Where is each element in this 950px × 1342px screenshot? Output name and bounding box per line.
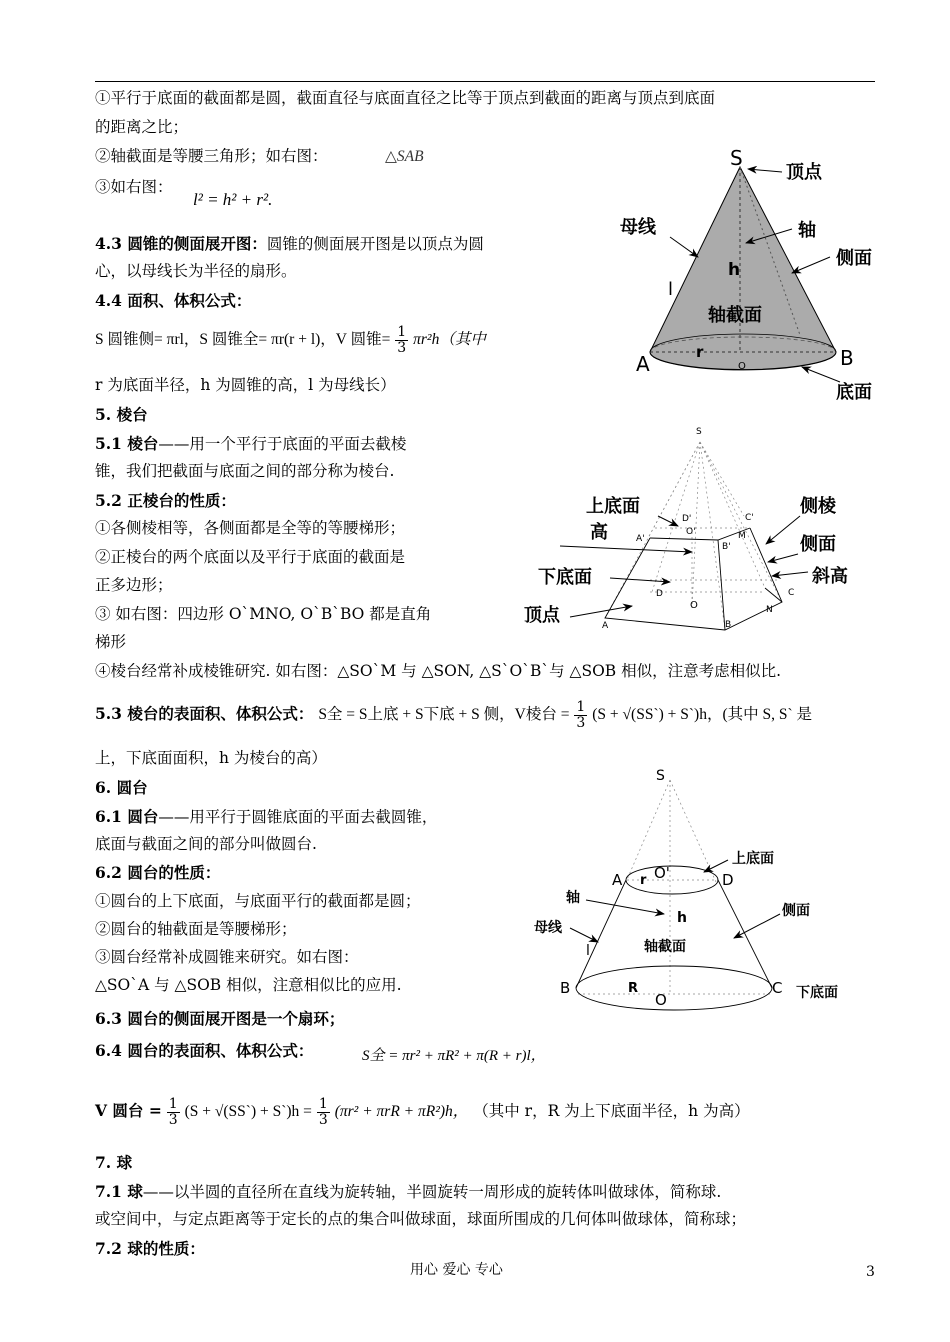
section-heading: 5. 棱台	[95, 405, 148, 424]
label-r: r	[696, 343, 704, 361]
text-line: ——用一个平行于底面的平面去截棱	[158, 435, 407, 453]
label-R: R	[628, 981, 639, 996]
page-footer: 用心 爱心 专心	[410, 1262, 503, 1278]
page-number: 3	[866, 1264, 875, 1280]
bottom-ellipse	[576, 966, 772, 1010]
arrow-base	[802, 367, 840, 382]
math-formula: (S + √(SS`) + S`)h =	[184, 1103, 312, 1121]
math-formula: (πr² + πrR + πR²)h，	[334, 1103, 469, 1121]
label-M: M	[738, 531, 746, 541]
arrow-generatrix	[570, 928, 598, 942]
fraction: $\frac{1}{3}$	[397, 324, 407, 356]
section-heading: 7. 球	[95, 1153, 133, 1172]
label-O1: O'	[686, 527, 696, 537]
label-vertex: 顶点	[524, 605, 560, 626]
label-D1: D'	[682, 514, 692, 524]
label-B: B	[840, 346, 854, 370]
label-lateral-edge: 侧棱	[800, 496, 836, 517]
section-heading: 6.3 圆台的侧面展开图是一个扇环；	[95, 1009, 345, 1028]
fraction: $\frac{1}{3}$	[318, 1096, 328, 1128]
math-formula: S全 = πr² + πR² + π(R + r)l，	[362, 1048, 546, 1064]
text-line: 圆锥的侧面展开图是以顶点为圆	[266, 235, 484, 253]
label-base: 底面	[836, 382, 872, 403]
math-label: V 圆台 =	[95, 1101, 162, 1121]
label-O: O	[655, 991, 667, 1009]
label-A: A	[636, 352, 650, 376]
text-line: ①平行于底面的截面都是圆，截面直径与底面直径之比等于顶点到截面的距离与顶点到底面	[95, 89, 716, 107]
right-generatrix	[718, 880, 772, 988]
arrow-vertex	[748, 169, 782, 172]
label-height: 高	[590, 522, 608, 543]
label-O: O	[690, 600, 698, 611]
section-heading: 7.2 球的性质：	[95, 1239, 205, 1258]
text-line: ②轴截面是等腰三角形；如右图：	[95, 147, 328, 165]
label-N: N	[766, 605, 773, 615]
arrow-lateral	[792, 257, 830, 273]
text-line: ——用平行于圆锥底面的平面去截圆锥，	[158, 808, 438, 826]
label-generatrix: 母线	[620, 217, 656, 238]
text-line: ②正棱台的两个底面以及平行于底面的截面是	[95, 548, 406, 566]
label-slant: 斜高	[812, 566, 848, 587]
text-line: 底面与截面之间的部分叫做圆台.	[95, 835, 317, 853]
math-formula: l² = h² + r².	[193, 190, 273, 209]
text-line: ②圆台的轴截面是等腰梯形；	[95, 920, 297, 938]
arrow-lateral	[768, 554, 798, 562]
label-C1: C'	[745, 513, 754, 523]
section-heading: 4.4 面积、体积公式：	[95, 291, 252, 310]
text-line: 上，下底面面积，h 为棱台的高）	[95, 749, 327, 767]
text-line: ③如右图：	[95, 178, 173, 196]
label-axis: 轴	[566, 890, 580, 906]
label-lateral: 侧面	[800, 534, 836, 555]
math-triangle: △SAB	[385, 148, 424, 165]
section-heading: 6.2 圆台的性质：	[95, 863, 221, 882]
label-D: D	[722, 871, 734, 889]
arrow-generatrix	[670, 237, 698, 257]
label-r: r	[640, 873, 647, 888]
math-formula: S 圆锥侧= πrl，S 圆锥全= πr(r + l)，V 圆锥=	[95, 331, 391, 349]
label-S: S	[696, 427, 702, 437]
section-heading: 5.1 棱台	[95, 434, 159, 453]
label-B: B	[560, 979, 571, 997]
label-S: S	[656, 768, 665, 784]
text-line: 梯形	[95, 633, 127, 651]
label-lateral: 侧面	[782, 903, 810, 919]
text-line: ①各侧棱相等，各侧面都是全等的等腰梯形；	[95, 519, 406, 537]
left-generatrix	[576, 880, 626, 988]
label-axial-section: 轴截面	[644, 939, 686, 955]
section-heading: 6. 圆台	[95, 778, 148, 797]
section-heading: 6.4 圆台的表面积、体积公式：	[95, 1041, 314, 1060]
label-bottom-base: 下底面	[538, 567, 592, 588]
label-top-base: 上底面	[732, 851, 774, 867]
text-line: △SO`A 与 △SOB 相似，注意相似比的应用.	[95, 976, 402, 994]
label-D: D	[656, 589, 663, 599]
text-line: ③ 如右图：四边形 O`MNO, O`B`BO 都是直角	[95, 605, 432, 623]
label-B1: B'	[722, 542, 731, 552]
cone-frustum-figure	[520, 762, 860, 1012]
label-S: S	[730, 146, 743, 170]
cone-figure	[600, 145, 890, 410]
arrow-axis	[586, 900, 664, 914]
fraction: $\frac{1}{3}$	[576, 699, 586, 731]
label-A: A	[602, 621, 609, 631]
section-heading: 5.2 正棱台的性质：	[95, 491, 236, 510]
label-l: l	[668, 279, 674, 300]
text-line: ④棱台经常补成棱锥研究. 如右图：△SO`M 与 △SON, △S`O`B`与 △SOB 相似，注意考虑相似比.	[95, 662, 782, 680]
text-line: 的距离之比；	[95, 118, 189, 136]
section-heading: 6.1 圆台	[95, 807, 159, 826]
label-O: O	[738, 361, 746, 372]
label-C: C	[788, 588, 795, 598]
label-vertex: 顶点	[786, 162, 822, 183]
label-axis: 轴	[798, 220, 816, 241]
label-A: A	[612, 871, 623, 889]
text-line: ①圆台的上下底面，与底面平行的截面都是圆；	[95, 892, 421, 910]
text-line: 或空间中，与定点距离等于定长的点的集合叫做球面，球面所围成的几何体叫做球体，简称球；	[95, 1210, 747, 1228]
text-line: 锥，我们把截面与底面之间的部分称为棱台.	[95, 462, 395, 480]
label-h: h	[728, 260, 741, 280]
label-l: l	[586, 943, 590, 959]
label-lateral: 侧面	[836, 248, 872, 269]
label-axial-section: 轴截面	[708, 305, 762, 326]
label-O1: O'	[654, 864, 670, 882]
text-line: ——以半圆的直径所在直线为旋转轴，半圆旋转一周形成的旋转体叫做球体，简称球.	[142, 1183, 722, 1201]
section-heading: 4.3 圆锥的侧面展开图：	[95, 234, 267, 253]
section-heading: 5.3 棱台的表面积、体积公式：	[95, 704, 314, 724]
label-bottom-base: 下底面	[796, 985, 838, 1001]
arrow-lateral-edge	[766, 516, 800, 544]
text-line: 心，以母线长为半径的扇形。	[95, 262, 297, 280]
arrow-slant	[772, 572, 808, 576]
text-line: （其中 r，R 为上下底面半径，h 为高）	[473, 1102, 750, 1121]
label-h: h	[677, 910, 687, 926]
math-formula: (S + √(SS`) + S`)h，(其中 S, S` 是	[592, 706, 813, 724]
arrow-height	[560, 546, 692, 552]
label-generatrix: 母线	[534, 920, 562, 936]
fraction: $\frac{1}{3}$	[168, 1096, 178, 1128]
label-top-base: 上底面	[586, 496, 640, 517]
label-A1: A'	[636, 534, 645, 544]
cone-dashed-lines	[578, 780, 770, 994]
math-formula: S全 = S上底 + S下底 + S 侧，V棱台 =	[318, 706, 570, 724]
header-rule	[95, 81, 875, 82]
label-B: B	[725, 620, 732, 630]
text-line: r 为底面半径，h 为圆锥的高，l 为母线长）	[95, 376, 396, 394]
arrow-vertex	[570, 606, 632, 617]
frustum-figure	[510, 420, 880, 635]
text-line: 正多边形；	[95, 576, 173, 594]
label-C: C	[772, 979, 783, 997]
section-heading: 7.1 球	[95, 1182, 143, 1201]
arrow-top-base	[658, 516, 678, 526]
text-line: ③圆台经常补成圆锥来研究。如右图：	[95, 948, 359, 966]
math-formula: πr²h（其中	[413, 331, 486, 349]
